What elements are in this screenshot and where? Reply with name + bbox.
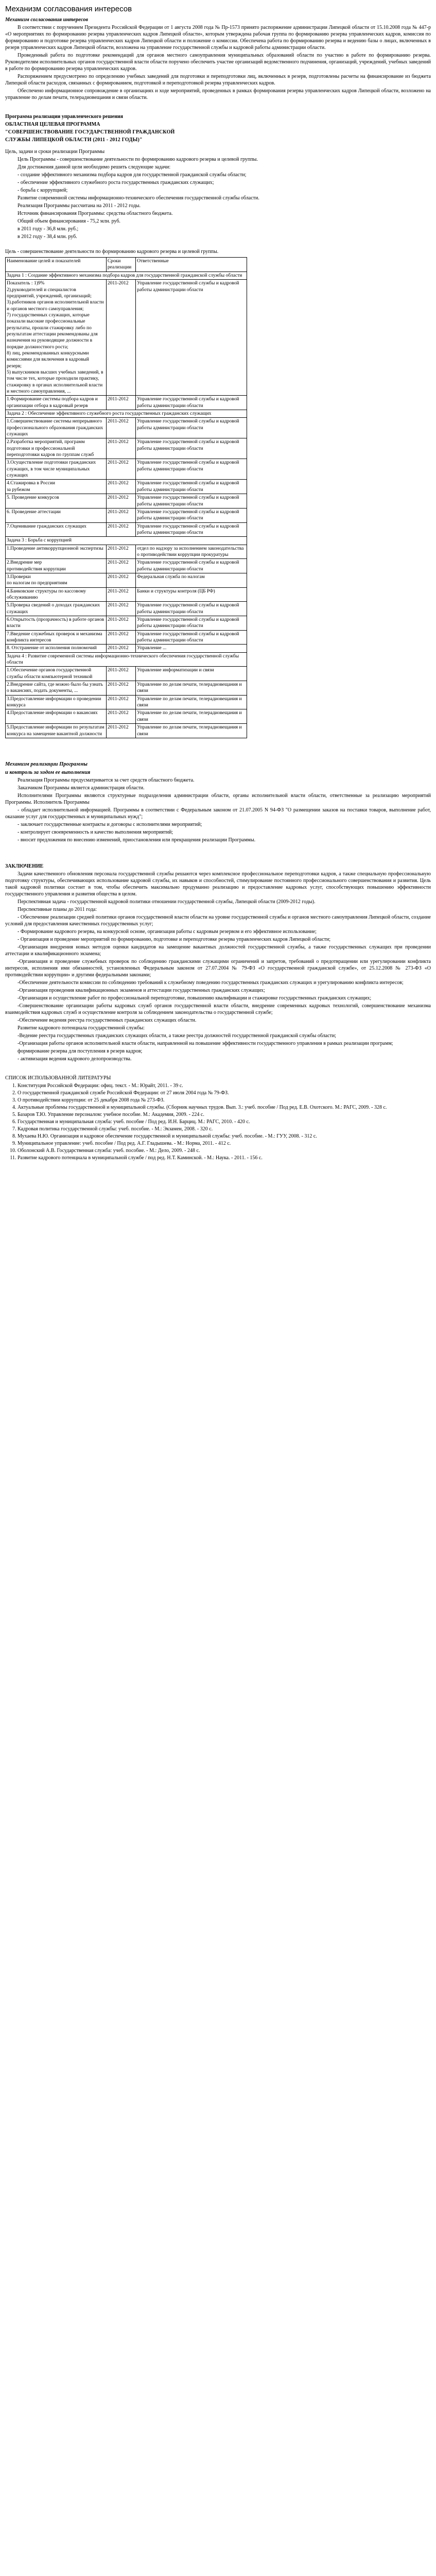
table-row [6,280,247,396]
table-cell-name: 6. Проведение аттестации [6,508,107,522]
table-cell-name: 5.Проверка сведений о доходах гражданских служащих [6,602,107,616]
program-table [5,257,247,738]
table-cell-responsible: отдел по надзору за исполнением законодательства о противодействии коррупции прокуратуры [136,545,247,559]
table-cell-responsible: Управление государственной службы и кадровой работы администрации области [136,480,247,494]
table-row [6,573,247,587]
conclusion-paragraph: -Совершенствование организации работы кадровых служб органов государственной власти области, внедрение современных кадровых технологий, совершенствование механизма взаимодействия кадровых служб и осуществление контроля за соблюдением законодательства о государственной службе; [5,1003,431,1016]
mechanism-paragraph-2: Заказчиком Программы является администрация области. [18,785,145,791]
table-cell-years: 2011-2012 [106,494,135,509]
reference-item: 11. Развитие кадрового потенциала в муниципальной службе / под ред. Н.Т. Каминской. - М.: Наука. - 2011. - 156 с. [18,1155,431,1161]
program-task-3: - борьба с коррупцией; [18,188,68,194]
conclusion-body [5,871,431,1062]
table-cell-years: 2011-2012 [106,724,135,738]
references-heading: СПИСОК ИСПОЛЬЗОВАННОЙ ЛИТЕРАТУРЫ [5,1075,111,1081]
header-years: Сроки реализации [106,258,135,272]
table-cell-responsible: Управление государственной службы и кадровой работы администрации области [136,602,247,616]
coordination-paragraph-1: В соответствии с поручением Президента Российской Федерации от 1 августа 2008 года № Пр-1573 принято распоряжение администрации Липецкой области от 15.10.2008 года № 447-р «О мероприятиях по формированию резерва управленческих кадров Липецкой области», которым утверждена рабочая группа по формированию резерва управленческих кадров, комиссия по формированию и подготовке резерва управленческих кадров Липецкой области и положение о комиссии. Обеспечена работа по формированию резерва и ведению базы о лицах, включенных в резерв управленческих кадров Липецкой области, возложена на управление государственной службы и кадровой работы администрации области. [5,25,431,51]
table-cell-responsible: Управление по делам печати, телерадиовещания и связи [136,681,247,696]
program-tasks-intro: Для достижения данной цели необходимо решить следующие задачи: [18,164,171,171]
table-cell-years: 2011-2012 [106,630,135,645]
program-goal: Цель Программы - совершенствование деятельности по формированию кадрового резерва и целевой группы. [18,157,258,163]
table-row [6,709,247,724]
table-row [6,695,247,709]
reference-item: 6. Государственная и муниципальная служба: учеб. пособие / Под ред. И.Н. Барциц. М.: РАГС, 2010. - 420 с. [18,1118,431,1125]
table-cell-years: 2011-2012 [106,280,135,396]
reference-item: 10. Оболонский А.В. Государственная служба: учеб. пособие. - М.: Дело, 2009. - 248 с. [18,1147,431,1154]
table-cell-responsible: Управление государственной службы и кадровой работы администрации области [136,559,247,573]
table-cell-responsible: Управление государственной службы и кадровой работы администрации области [136,438,247,459]
conclusion-heading: ЗАКЛЮЧЕНИЕ [5,863,44,870]
table-cell-years: 2011-2012 [106,667,135,681]
mechanism-paragraph-7: - вносит предложения по внесению изменений, приостановления или прекращения реализации Программы. [18,837,256,843]
table-section-row [6,652,247,667]
program-year-2012: в 2012 году - 38,4 млн. руб. [18,234,77,240]
reference-item: 4. Актуальные проблемы государственной и муниципальной службы. (Сборник научных трудов. Вып. 3.: учеб. пособие / Под ред. Е.В. Охотского. М.: РАГС, 2009. - 328 с. [18,1104,431,1111]
reference-item: 2. О государственной гражданской службе Российской Федерации: от 27 июля 2004 года № 79-ФЗ. [18,1090,431,1096]
table-row [6,724,247,738]
table-cell-name: 1.Проведение антикоррупционной экспертизы [6,545,107,559]
program-heading: Программа реализации управленческого решения [5,114,124,120]
table-cell-name: 2.Внедрение мер противодействия коррупции [6,559,107,573]
table-body [6,272,247,738]
table-cell-years: 2011-2012 [106,559,135,573]
table-cell-name: 3.Предоставление информации о проведении конкурса [6,695,107,709]
table-cell-responsible: Управление ... [136,645,247,652]
table-cell-years: 2011-2012 [106,616,135,631]
table-header-row [6,258,247,272]
table-cell-name: 4.Банковские структуры по кассовому обслуживанию [6,587,107,602]
table-section-row [6,410,247,418]
table-cell-name: 7.Оценивание гражданских служащих [6,522,107,537]
conclusion-paragraph: -Организация работы органов исполнительной власти области, направленной на повышение эффективности государственного управления в рамках реализации программ; [18,1041,393,1047]
table-cell-responsible: Управление информатизации и связи [136,667,247,681]
table-cell-name: Показатель : 1)9% 2),руководителей и специалистов предприятий, учреждений, организаций; 3).работников органов исполнительной власти и органов местного самоуправления; 7) государственных служащих, которые показали высокие профессиональные результаты, прошли стажировку либо по результатам аттестации рекомендованы для назначения на руководящие должности в порядке должностного роста; 8) лиц, рекомендованных конкурсными комиссиями для включения в кадровый резерв; 5) выпускников высших учебных заведений, в том числе тех, которые проходили практику, стажировку в органах исполнительной власти и местного самоуправления, ... [6,280,107,396]
table-row [6,645,247,652]
table-row [6,438,247,459]
table-row [6,602,247,616]
table-cell-responsible: Управление государственной службы и кадровой работы администрации области [136,396,247,410]
mechanism-paragraph-1: Реализация Программы предусматривается за счет средств областного бюджета. [18,777,195,784]
header-responsible: Ответственные [136,258,247,272]
table-section-title: Задача 3 : Борьба с коррупцией [6,537,247,545]
conclusion-paragraph: -Организация проведения квалификационных экзаменов и аттестации государственных гражданских служащих; [18,988,265,994]
program-funding: Источник финансирования Программы: средства областного бюджета. [18,211,173,217]
table-cell-years: 2011-2012 [106,438,135,459]
table-cell-years: 2011-2012 [106,480,135,494]
reference-item: 5. Базаров Т.Ю. Управление персоналом: учебное пособие. М.: Академия, 2009. - 224 с. [18,1111,431,1118]
table-cell-name: 8. Отстранение от исполнения полномочий [6,645,107,652]
table-cell-years: 2011-2012 [106,645,135,652]
conclusion-paragraph: -Организация и проведение служебных проверок по соблюдению гражданскими служащими ограничений и запретов, требований о предотвращении или урегулировании конфликта интересов, исполнения ими обязанностей, установленных Федеральным законом от 27.07.2004 № 79-ФЗ «О государственной гражданской службе», от 25.12.2008 № 273-ФЗ «О противодействии коррупции» и другими федеральными законами; [5,959,431,978]
table-section-row [6,272,247,279]
coordination-paragraph-3: Распоряжением предусмотрено по определению учебных заведений для подготовки и переподготовки лиц, включенных в резерв, подготовлены расчеты на финансирование из бюджета Липецкой области расходов, связанных с формированием, подготовкой и переподготовкой резерва управленческих кадров. [5,74,431,87]
table-cell-years: 2011-2012 [106,522,135,537]
table-cell-name: 3.Проверки по налогам по предприятиям [6,573,107,587]
table-row [6,545,247,559]
table-cell-years: 2011-2012 [106,681,135,696]
coordination-heading: Механизм согласования интересов [5,16,89,23]
table-cell-years: 2011-2012 [106,418,135,438]
mechanism-heading: Механизм реализации Программы [5,761,88,767]
table-cell-name: 5.Предоставление информации по результатам конкурса на замещение вакантной должности [6,724,107,738]
table-cell-name: 4.Стажировка в России за рубежом [6,480,107,494]
coordination-paragraph-4: Обеспечено информационное сопровождение в организациях и ходе мероприятий, проведенных в рамках формирования резерва управленческих кадров Липецкой области, возложено на управление по делам печати, телерадиовещания и связи области. [5,88,431,101]
table-cell-name: 3.Осуществление подготовки гражданских служащих, в том числе муниципальных служащих [6,459,107,480]
table-cell-responsible: Управление по делам печати, телерадиовещания и связи [136,724,247,738]
table-cell-responsible: Управление государственной службы и кадровой работы администрации области [136,508,247,522]
table-row [6,587,247,602]
conclusion-paragraph: формирование резерва для поступления в резерв кадров; [18,1048,143,1055]
conclusion-paragraph: - Организация и проведение мероприятий по формированию, подготовке и переподготовке резерва управленческих кадров Липецкой области; [18,937,331,943]
table-cell-name: 7.Введение служебных проверок и механизма конфликта интересов [6,630,107,645]
table-cell-years: 2011-2012 [106,573,135,587]
table-row [6,616,247,631]
program-name-line-2: СЛУЖБЫ ЛИПЕЦКОЙ ОБЛАСТИ (2011 - 2012 ГОДЫ)" [5,137,143,143]
table-cell-responsible: Управление государственной службы и кадровой работы администрации области [136,522,247,537]
mechanism-paragraph-4: - обладает исполнительной информацией. Программы в соответствии с Федеральным законом от 21.07.2005 N 94-ФЗ "О размещении заказов на поставки товаров, выполнение работ, оказание услуг для государственных и муниципальных нужд"; [5,807,431,820]
reference-item: 7. Кадровая политика государственной службы: учеб. пособие. - М.: Экзамен, 2008. - 320 с. [18,1126,431,1132]
table-cell-years: 2011-2012 [106,459,135,480]
table-cell-years: 2011-2012 [106,602,135,616]
table-row [6,418,247,438]
references-list [5,1082,431,1161]
table-cell-responsible: Управление государственной службы и кадровой работы администрации области [136,630,247,645]
table-section-row [6,537,247,545]
table-cell-responsible: Управление государственной службы и кадровой работы администрации области [136,494,247,509]
table-cell-responsible: Управление по делам печати, телерадиовещания и связи [136,709,247,724]
table-cell-name: 2.Разработка мероприятий, программ подготовки и профессиональной переподготовки кадров по группам служб [6,438,107,459]
table-cell-name: 1.Формирование системы подбора кадров и организации отбора в кадровый резерв [6,396,107,410]
table-cell-name: 5. Проведение конкурсов [6,494,107,509]
table-row [6,396,247,410]
conclusion-paragraph: Перспективная задача - государственной кадровой политики отношении государственной службы, Липецкой области (2009-2012 годы). [18,899,316,905]
conclusion-paragraph: -Организация внедрения новых методов оценки кандидатов на замещение вакантных должностей государственной службы, а также государственных служащих при проведении аттестации и квалификационного экзамена; [5,944,431,957]
table-row [6,508,247,522]
table-section-title: Задача 4 : Развитие современной системы информационно-технического обеспечения государственной службы области [6,652,247,667]
table-row [6,630,247,645]
program-task-1: - создание эффективного механизма подбора кадров для государственной гражданской службы области; [18,172,247,178]
table-row [6,522,247,537]
conclusion-paragraph: -Обеспечение деятельности комиссии по соблюдению требований к служебному поведению государственных гражданских служащих и урегулированию конфликта интересов; [18,980,404,986]
conclusion-paragraph: -Обеспечение ведения реестра государственных гражданских служащих области. [18,1018,197,1024]
header-goals: Наименование целей и показателей [6,258,107,272]
table-cell-years: 2011-2012 [106,709,135,724]
reference-item: 9. Муниципальное управление: учеб. пособие / Под ред. А.Г. Гладышева. - М.: Норма, 2011. - 412 с. [18,1140,431,1147]
program-total: Общий объем финансирования - 75,2 млн. руб. [18,218,120,225]
conclusion-paragraph: - Обеспечение реализации средней политики органов государственной власти области на уровне государственной службы и органов местного самоуправления Липецкой области, создание условий для предоставления качественных государственных услуг; [5,914,431,927]
table-row [6,681,247,696]
table-cell-years: 2011-2012 [106,396,135,410]
table-cell-responsible: Федеральная служба по налогам [136,573,247,587]
reference-item: 3. О противодействии коррупции: от 25 декабря 2008 года № 273-ФЗ. [18,1097,431,1104]
table-cell-years: 2011-2012 [106,587,135,602]
conclusion-paragraph: -Ведение реестра государственных гражданских служащих области, а также реестра должностей государственной гражданской службы области; [18,1033,337,1039]
table-cell-name: 2.Внедрение сайта, где можно было бы узнать о вакансиях, подать документы, ... [6,681,107,696]
table-row [6,667,247,681]
table-cell-responsible: Управление государственной службы и кадровой работы администрации области [136,280,247,396]
table-cell-years: 2011-2012 [106,545,135,559]
reference-item: 1. Конституция Российской Федерации: офиц. текст. - М.: Юрайт, 2011. - 39 с. [18,1082,431,1089]
table-cell-responsible: Управление государственной службы и кадровой работы администрации области [136,459,247,480]
table-row [6,480,247,494]
conclusion-paragraph: -Организация и осуществление работ по профессиональной переподготовке, повышению квалификации и стажировке государственных гражданских служащих; [18,995,372,1002]
table-cell-years: 2011-2012 [106,508,135,522]
program-name-line-1: "СОВЕРШЕНСТВОВАНИЕ ГОСУДАРСТВЕННОЙ ГРАЖДАНСКОЙ [5,129,175,135]
table-cell-name: 6.Открытость (прозрачность) в работе органов власти [6,616,107,631]
conclusion-paragraph: Задачи качественного обновления персонала государственной службы решаются через комплексное профессиональное переподготовки кадров, а также специальную профессиональную подготовку структуры, обеспечивающих использование кадровой службы, их навыков и способностей, стимулирование постоянного профессионального совершенствования и развития. Цель такой кадровой политики состоит в том, чтобы обеспечить максимально продуманно реализацию и предоставление кадровых услуг, способствующих повышению эффективности государственного управления и развития общества в целом. [5,871,431,897]
conclusion-paragraph: - Формирование кадрового резерва, на конкурсной основе, организация работы с кадровым резервом и его эффективное использование; [18,929,317,935]
program-year-2011: в 2011 году - 36,8 млн. руб.; [18,226,79,232]
table-section-title: Задача 1 : Создание эффективного механизма подбора кадров для государственной гражданской службы области [6,272,247,279]
reference-item: 8. Мухаева Н.Ю. Организация и кадровое обеспечение государственной и муниципальной службы: учеб. пособие. - М.: ГУУ, 2008. - 312 с. [18,1133,431,1140]
program-period: Реализация Программы рассчитана на 2011 - 2012 годы. [18,203,141,209]
table-cell-years: 2011-2012 [106,695,135,709]
program-task-4: Развитие современной системы информационно-технического обеспечения государственной службы области. [18,195,259,201]
goal-line: Цель - совершенствование деятельности по формированию кадрового резерва и целевой группы. [5,249,219,255]
conclusion-paragraph: Развитие кадрового потенциала государственной службы: [18,1025,145,1031]
table-cell-responsible: Управление государственной службы и кадровой работы администрации области [136,616,247,631]
mechanism-paragraph-6: - контролирует своевременность и качество выполнения мероприятий; [18,829,173,836]
table-cell-responsible: Банки и структуры контроля (ЦБ РФ) [136,587,247,602]
table-cell-name: 4.Предоставление информации о вакансиях [6,709,107,724]
table-row [6,494,247,509]
table-section-title: Задача 2 : Обеспечение эффективного служебного роста государственных гражданских служащих [6,410,247,418]
mechanism-paragraph-3: Исполнителями Программы являются структурные подразделения администрации области, органы исполнительной власти области, ответственные за реализацию мероприятий Программы. Исполнитель Программы [5,793,431,806]
conclusion-paragraph: Перспективные планы до 2011 года: [18,907,97,913]
table-cell-name: 1.Совершенствование системы непрерывного профессионального образования гражданских служащих [6,418,107,438]
table-row [6,559,247,573]
table-cell-name: 1.Обеспечение органов государственной службы области компьютерной техникой [6,667,107,681]
mechanism-subheading: и контроль за ходом ее выполнения [5,769,91,775]
document-page [0,0,436,1161]
table-cell-responsible: Управление по делам печати, телерадиовещания и связи [136,695,247,709]
table-row [6,459,247,480]
page-title: Механизм согласования интересов [5,5,132,13]
conclusion-paragraph: - активизация ведения кадрового делопроизводства. [18,1056,132,1062]
program-goal-intro: Цель, задачи и сроки реализации Программы [5,149,105,155]
coordination-paragraph-2: Проведенный работа по подготовке рекомендаций для органов местного самоуправления муниципальных образований области по участию в работе по формированию резерва. Руководителям исполнительных органов государственной власти области поручено обеспечить участие организаций ведомственного подчинения, организаций, учреждений, учебных заведений в работе по формированию резерва управленческих кадров. [5,53,431,72]
mechanism-paragraph-5: - заключает государственные контракты и договоры с исполнителями мероприятий; [18,822,202,828]
program-task-2: - обеспечение эффективного служебного роста государственных гражданских служащих; [18,180,214,186]
program-subheading: ОБЛАСТНАЯ ЦЕЛЕВАЯ ПРОГРАММА [5,122,100,128]
table-cell-responsible: Управление государственной службы и кадровой работы администрации области [136,418,247,438]
